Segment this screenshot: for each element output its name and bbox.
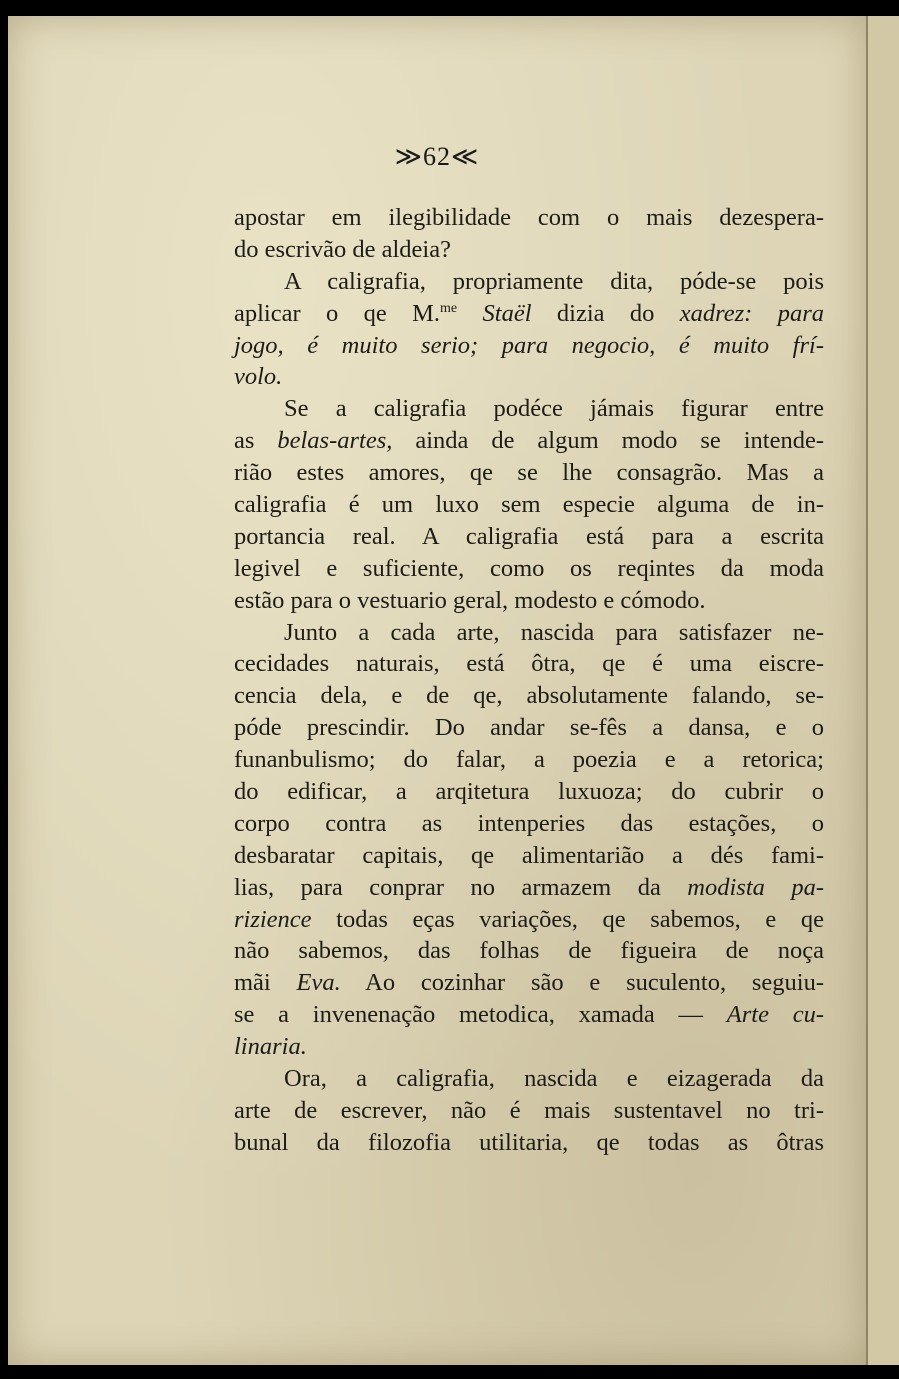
text-segment: A caligrafia, propriamente dita, póde-se pois — [284, 267, 824, 295]
text-segment — [457, 300, 482, 327]
text-segment: corpo contra as intenperies das estações, o — [234, 809, 824, 837]
italic-text: rizience — [234, 905, 312, 933]
text-line — [234, 744, 824, 776]
italic-text: Arte cu- — [726, 1001, 825, 1029]
text-segment: as — [234, 427, 278, 455]
text-line — [234, 585, 824, 617]
text-segment: mãi — [234, 969, 297, 997]
text-segment: caligrafia é um luxo sem especie alguma de in- — [234, 491, 824, 519]
text-segment: Ora, a caligrafia, nascida e eizagerada da — [284, 1065, 824, 1093]
text-line — [234, 1127, 824, 1159]
page-number-value: 62 — [423, 142, 451, 171]
text-segment: lias, para conprar no armazem da — [234, 873, 688, 901]
italic-text: Staël — [482, 299, 532, 327]
page-number — [8, 142, 866, 172]
text-segment: Ao cozinhar são e suculento, seguiu- — [340, 969, 824, 997]
text-line — [234, 234, 824, 266]
text-line — [234, 202, 824, 234]
text-line — [234, 680, 824, 712]
text-line — [234, 935, 824, 967]
text-line — [234, 266, 824, 298]
adjacent-page-edge — [866, 16, 899, 1365]
text-line — [234, 712, 824, 744]
text-line — [234, 298, 824, 330]
text-segment: ainda de algum modo se intende- — [392, 427, 824, 455]
page-number-ornament-right: ≪ — [451, 142, 480, 171]
text-segment: do edificar, a arqitetura luxuoza; do cubrir o — [234, 778, 824, 806]
text-line — [234, 776, 824, 808]
italic-text: xadrez: para — [679, 299, 824, 327]
text-segment: póde prescindir. Do andar se-fês a dansa, e o — [234, 714, 824, 742]
text-segment: do escrivão de aldeia? — [234, 235, 451, 263]
text-line — [234, 967, 824, 999]
book-page — [8, 16, 866, 1365]
italic-text: belas-artes, — [277, 427, 393, 455]
text-segment: Se a caligrafia podéce jámais figurar entre — [284, 395, 824, 423]
text-segment: aplicar o qe M. — [234, 299, 441, 327]
text-segment: todas eças variações, qe sabemos, e qe — [311, 905, 824, 933]
text-segment: dizia do — [531, 299, 680, 327]
text-line — [234, 361, 824, 393]
italic-text: jogo, é muito serio; para negocio, é muito frí- — [234, 331, 824, 359]
text-line — [234, 425, 824, 457]
text-segment: cecidades naturais, está ôtra, qe é uma eiscre- — [234, 650, 824, 678]
text-line — [234, 553, 824, 585]
body-text — [234, 202, 824, 1159]
text-line — [234, 840, 824, 872]
text-line — [234, 1031, 824, 1063]
text-line — [234, 617, 824, 649]
text-segment: funanbulismo; do falar, a poezia e a retorica; — [234, 746, 824, 774]
italic-text: modista pa- — [687, 873, 825, 901]
text-segment: rião estes amores, qe se lhe consagrão. Mas a — [234, 459, 824, 487]
text-segment: portancia real. A caligrafia está para a escrita — [234, 522, 824, 550]
text-line — [234, 904, 824, 936]
text-segment: desbaratar capitais, qe alimentarião a dés fami- — [234, 841, 824, 869]
text-segment: não sabemos, das folhas de figueira de noça — [234, 937, 824, 965]
text-line — [234, 648, 824, 680]
text-line — [234, 489, 824, 521]
text-line — [234, 521, 824, 553]
text-segment: apostar em ilegibilidade com o mais dezespera- — [234, 204, 824, 231]
text-segment: legivel e suficiente, como os reqintes da moda — [234, 554, 824, 582]
page-number-ornament-left: ≫ — [394, 142, 423, 171]
italic-text: Eva. — [296, 969, 341, 997]
text-segment: arte de escrever, não é mais sustentavel no tri- — [234, 1096, 824, 1124]
text-line — [234, 1095, 824, 1127]
text-line — [234, 808, 824, 840]
text-line — [234, 457, 824, 489]
text-segment: cencia dela, e de qe, absolutamente falando, se- — [234, 682, 824, 710]
text-line — [234, 872, 824, 904]
superscript-text: me — [440, 300, 458, 316]
italic-text: volo. — [234, 363, 283, 391]
text-line — [234, 393, 824, 425]
text-line — [234, 999, 824, 1031]
text-segment: estão para o vestuario geral, modesto e cómodo. — [234, 586, 706, 614]
text-line — [234, 1063, 824, 1095]
italic-text: linaria. — [234, 1033, 307, 1061]
text-segment: Junto a cada arte, nascida para satisfazer ne- — [284, 618, 824, 646]
text-line — [234, 330, 824, 362]
text-segment: bunal da filozofia utilitaria, qe todas as ôtras — [234, 1128, 824, 1156]
text-segment: se a invenenação metodica, xamada — — [234, 1001, 727, 1029]
